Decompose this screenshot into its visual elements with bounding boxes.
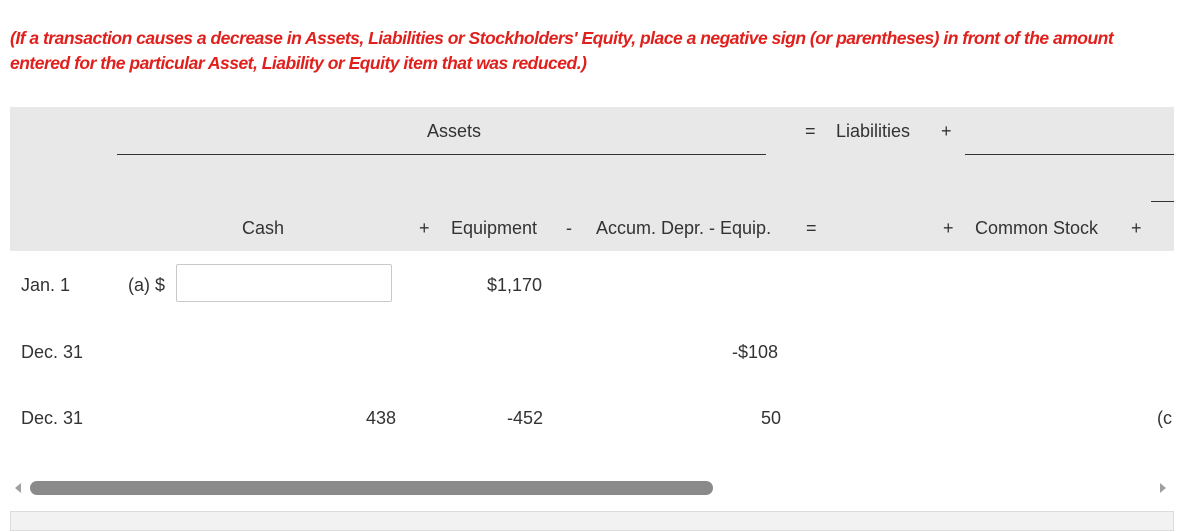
common-stock-column-header: Common Stock — [975, 218, 1099, 238]
equity-underline — [965, 154, 1174, 155]
scroll-left-icon[interactable] — [15, 483, 21, 493]
equals-header: = — [805, 121, 816, 141]
accum-depr-column-header: Accum. Depr. - Equip. — [596, 218, 772, 238]
plus-header: + — [941, 121, 952, 141]
scrollbar-thumb[interactable] — [30, 481, 713, 495]
assets-header: Assets — [427, 121, 482, 141]
assets-underline — [117, 154, 766, 155]
row-date-dec31-1: Dec. 31 — [21, 342, 84, 362]
accum-depr-value-dec31-2: 50 — [761, 408, 782, 428]
row-date-dec31-2: Dec. 31 — [21, 408, 84, 428]
equipment-value-dec31-2: -452 — [507, 408, 544, 428]
scroll-right-icon[interactable] — [1160, 483, 1166, 493]
cash-input-a[interactable] — [176, 264, 392, 302]
footer-panel — [10, 511, 1174, 531]
cash-value-dec31-2: 438 — [366, 408, 397, 428]
equipment-value-jan1: $1,170 — [487, 275, 543, 295]
equipment-column-header: Equipment — [451, 218, 538, 238]
horizontal-scrollbar[interactable] — [0, 476, 1178, 500]
plus-operator-2: + — [943, 218, 954, 238]
cash-column-header: Cash — [242, 218, 285, 238]
plus-operator-3: + — [1131, 218, 1142, 238]
row-prefix-a: (a) $ — [128, 275, 166, 295]
minus-operator: - — [566, 218, 572, 238]
short-underline — [1151, 201, 1174, 202]
overflow-label-c: (c — [1157, 408, 1172, 428]
row-date-jan1: Jan. 1 — [21, 275, 71, 295]
accounting-equation-table — [0, 107, 1174, 472]
accum-depr-value-dec31-1: -$108 — [732, 342, 779, 362]
equals-operator: = — [806, 218, 817, 238]
liabilities-header: Liabilities — [836, 121, 911, 141]
plus-operator-1: + — [419, 218, 430, 238]
instruction-text: (If a transaction causes a decrease in Assets, Liabilities or Stockholders' Equity, place a negative sign (or parentheses) in front of the amount entered for the particular Asset, Liability or Equity item that was reduced.) — [10, 28, 1114, 73]
